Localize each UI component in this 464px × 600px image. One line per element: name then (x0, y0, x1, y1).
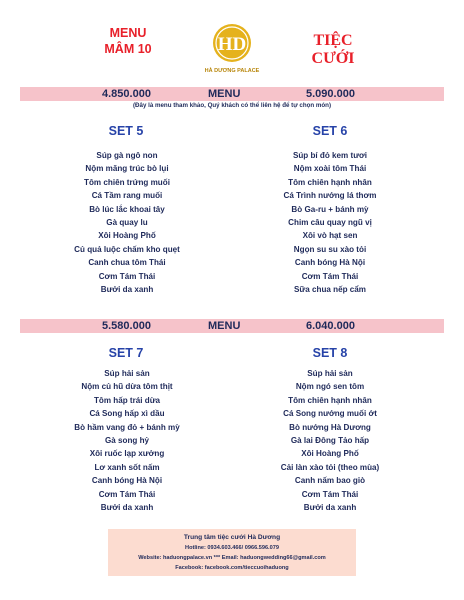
list-item: Cải làn xào tỏi (theo mùa) (280, 462, 380, 472)
venue-name: Trung tâm tiệc cưới Hà Dương (183, 534, 281, 541)
website-email: Website: haduongpalace.vn *** Email: haduongwedding66@gmail.com (138, 555, 326, 561)
set-7-items (52, 367, 202, 514)
list-item: Xôi Hoàng Phố (98, 231, 156, 241)
list-item: Nộm măng trúc bò lụi (85, 164, 169, 174)
list-item: Xôi ruốc lạp xưởng (89, 449, 165, 459)
list-item: Súp hải sản (104, 369, 150, 378)
list-item: Tôm chiên hạnh nhân (288, 395, 372, 405)
menu-title-block (96, 25, 160, 57)
list-item: Tôm chiên hạnh nhân (288, 177, 372, 187)
price-band-2 (20, 319, 444, 333)
list-item: Nộm ngó sen tôm (295, 382, 365, 392)
list-item: Cá Tầm rang muối (91, 191, 163, 201)
list-item: Xôi Hoàng Phố (301, 449, 359, 459)
list-item: Tôm chiên trứng muối (84, 177, 170, 187)
set-5-items (52, 149, 202, 296)
logo-initials: HD (217, 34, 247, 55)
band-2-menu-label: MENU (208, 320, 241, 332)
list-item: Bò nướng Hà Dương (289, 422, 371, 432)
price-set-8: 6.040.000 (306, 320, 355, 332)
list-item: Cá Song hấp xì dầu (89, 409, 165, 419)
brand-logo (197, 22, 267, 78)
list-item: Củ quả luộc chấm kho quẹt (74, 244, 180, 254)
list-item: Nộm xoài tôm Thái (293, 164, 367, 174)
price-set-7: 5.580.000 (102, 320, 151, 332)
list-item: Nộm củ hũ dừa tôm thịt (81, 382, 173, 392)
logo-name: HÀ DƯƠNG PALACE (204, 68, 260, 74)
price-band-1 (20, 87, 444, 101)
list-item: Bưởi da xanh (303, 503, 357, 513)
list-item: Chim câu quay ngũ vị (288, 218, 372, 228)
hotline: Hotline: 0934.603.466/ 0966.596.079 (185, 545, 279, 551)
logo-emblem-icon (197, 22, 267, 78)
menu-label: MENU (109, 26, 147, 40)
set-5-title: SET 5 (108, 124, 144, 138)
list-item: Cơm Tám Thái (301, 489, 359, 499)
set-7-title: SET 7 (108, 346, 144, 360)
list-item: Bưởi da xanh (100, 503, 154, 513)
list-item: Súp hải sản (307, 369, 353, 378)
contact-footer (108, 529, 356, 576)
facebook-link: Facebook: facebook.com/tieccuoihaduong (175, 565, 289, 571)
list-item: Ngọn su su xào tỏi (293, 244, 367, 254)
list-item: Gà lai Đông Tảo hấp (290, 436, 370, 446)
set-6-items (255, 149, 405, 296)
list-item: Lơ xanh sốt nấm (94, 462, 160, 472)
tray-label: MÂM 10 (104, 42, 152, 56)
list-item: Sữa chua nếp cẩm (294, 285, 366, 295)
list-item: Gà quay lu (106, 218, 148, 228)
set-6-title: SET 6 (312, 124, 348, 138)
list-item: Gà song hỷ (104, 436, 150, 446)
list-item: Xôi vò hạt sen (302, 231, 358, 241)
list-item: Cơm Tám Thái (98, 489, 156, 499)
list-item: Bò Ga-ru + bánh mỳ (291, 204, 369, 214)
list-item: Súp gà ngô non (96, 151, 158, 160)
band-1-menu-label: MENU (208, 88, 241, 100)
list-item: Bò lúc lắc khoai tây (89, 204, 165, 214)
list-item: Cơm Tám Thái (98, 271, 156, 281)
list-item: Súp bí đỏ kem tươi (292, 151, 368, 160)
list-item: Bưởi da xanh (100, 285, 154, 295)
page-title: TIỆC CƯỚI (311, 32, 355, 67)
list-item: Cá Trình nướng lá thơm (283, 191, 377, 201)
list-item: Tôm hấp trái dừa (93, 395, 161, 405)
price-set-5: 4.850.000 (102, 88, 151, 100)
menu-note: (Đây là menu tham khảo, Quý khách có thể liên hệ để tự chọn món) (132, 102, 332, 109)
set-8-title: SET 8 (312, 346, 348, 360)
list-item: Canh bóng Hà Nội (91, 476, 163, 486)
set-8-items (255, 367, 405, 514)
list-item: Cơm Tám Thái (301, 271, 359, 281)
list-item: Canh chua tôm Thái (88, 258, 166, 268)
price-set-6: 5.090.000 (306, 88, 355, 100)
list-item: Cá Song nướng muối ớt (283, 409, 377, 419)
list-item: Canh nấm bao giò (294, 476, 366, 486)
list-item: Canh bóng Hà Nội (294, 258, 366, 268)
list-item: Bò hầm vang đỏ + bánh mỳ (74, 422, 180, 432)
